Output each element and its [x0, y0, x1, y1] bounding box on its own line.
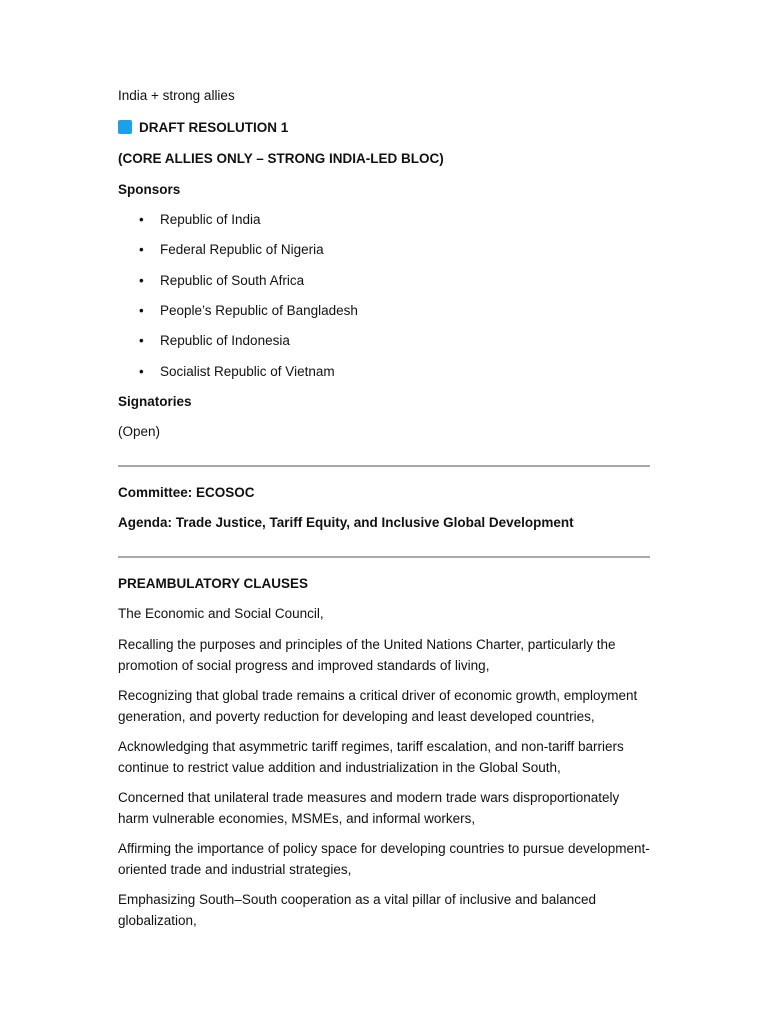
signatories-heading: Signatories [118, 394, 192, 409]
bullet: • [139, 212, 144, 227]
preambulatory-clause: Recognizing that global trade remains a critical driver of economic growth, employment generation, and poverty reduction for developing and least developed countries, [118, 688, 638, 724]
committee-line: Committee: ECOSOC [118, 485, 255, 500]
preambulatory-clause: Emphasizing South–South cooperation as a vital pillar of inclusive and balanced globalization, [118, 892, 597, 928]
preambulatory-clause: Recalling the purposes and principles of the United Nations Charter, particularly the promotion of social progress and improved standards of living, [118, 637, 616, 673]
sponsors-heading: Sponsors [118, 182, 181, 197]
bullet: • [139, 242, 144, 257]
sponsor-name: Republic of Indonesia [160, 333, 290, 348]
divider [118, 465, 650, 467]
blue-square-icon [118, 120, 132, 134]
sponsor-name: People’s Republic of Bangladesh [160, 303, 358, 318]
signatories-value: (Open) [118, 424, 161, 439]
bullet: • [139, 273, 144, 288]
bullet: • [139, 303, 144, 318]
sponsor-name: Socialist Republic of Vietnam [160, 364, 335, 379]
divider [118, 556, 650, 558]
resolution-title-text: DRAFT RESOLUTION 1 [139, 120, 289, 135]
preambulatory-heading: PREAMBULATORY CLAUSES [118, 576, 309, 591]
agenda-line: Agenda: Trade Justice, Tariff Equity, and Inclusive Global Development [118, 515, 574, 530]
sponsor-name: Republic of South Africa [160, 273, 305, 288]
bullet: • [139, 364, 144, 379]
preambulatory-clause: Concerned that unilateral trade measures and modern trade wars disproportionately harm vulnerable economies, MSMEs, and informal workers, [118, 790, 620, 826]
sponsor-name: Federal Republic of Nigeria [160, 242, 324, 257]
intro-line: India + strong allies [118, 88, 235, 103]
preambulatory-clause: Affirming the importance of policy space for developing countries to pursue development-oriented trade and industrial strategies, [118, 841, 650, 877]
resolution-title [118, 120, 288, 136]
sponsor-name: Republic of India [160, 212, 261, 227]
bullet: • [139, 333, 144, 348]
council-opening: The Economic and Social Council, [118, 606, 324, 621]
resolution-subtitle: (CORE ALLIES ONLY – STRONG INDIA-LED BLOC) [118, 151, 444, 166]
preambulatory-clause: Acknowledging that asymmetric tariff regimes, tariff escalation, and non-tariff barriers continue to restrict value addition and industrialization in the Global South, [118, 739, 624, 775]
